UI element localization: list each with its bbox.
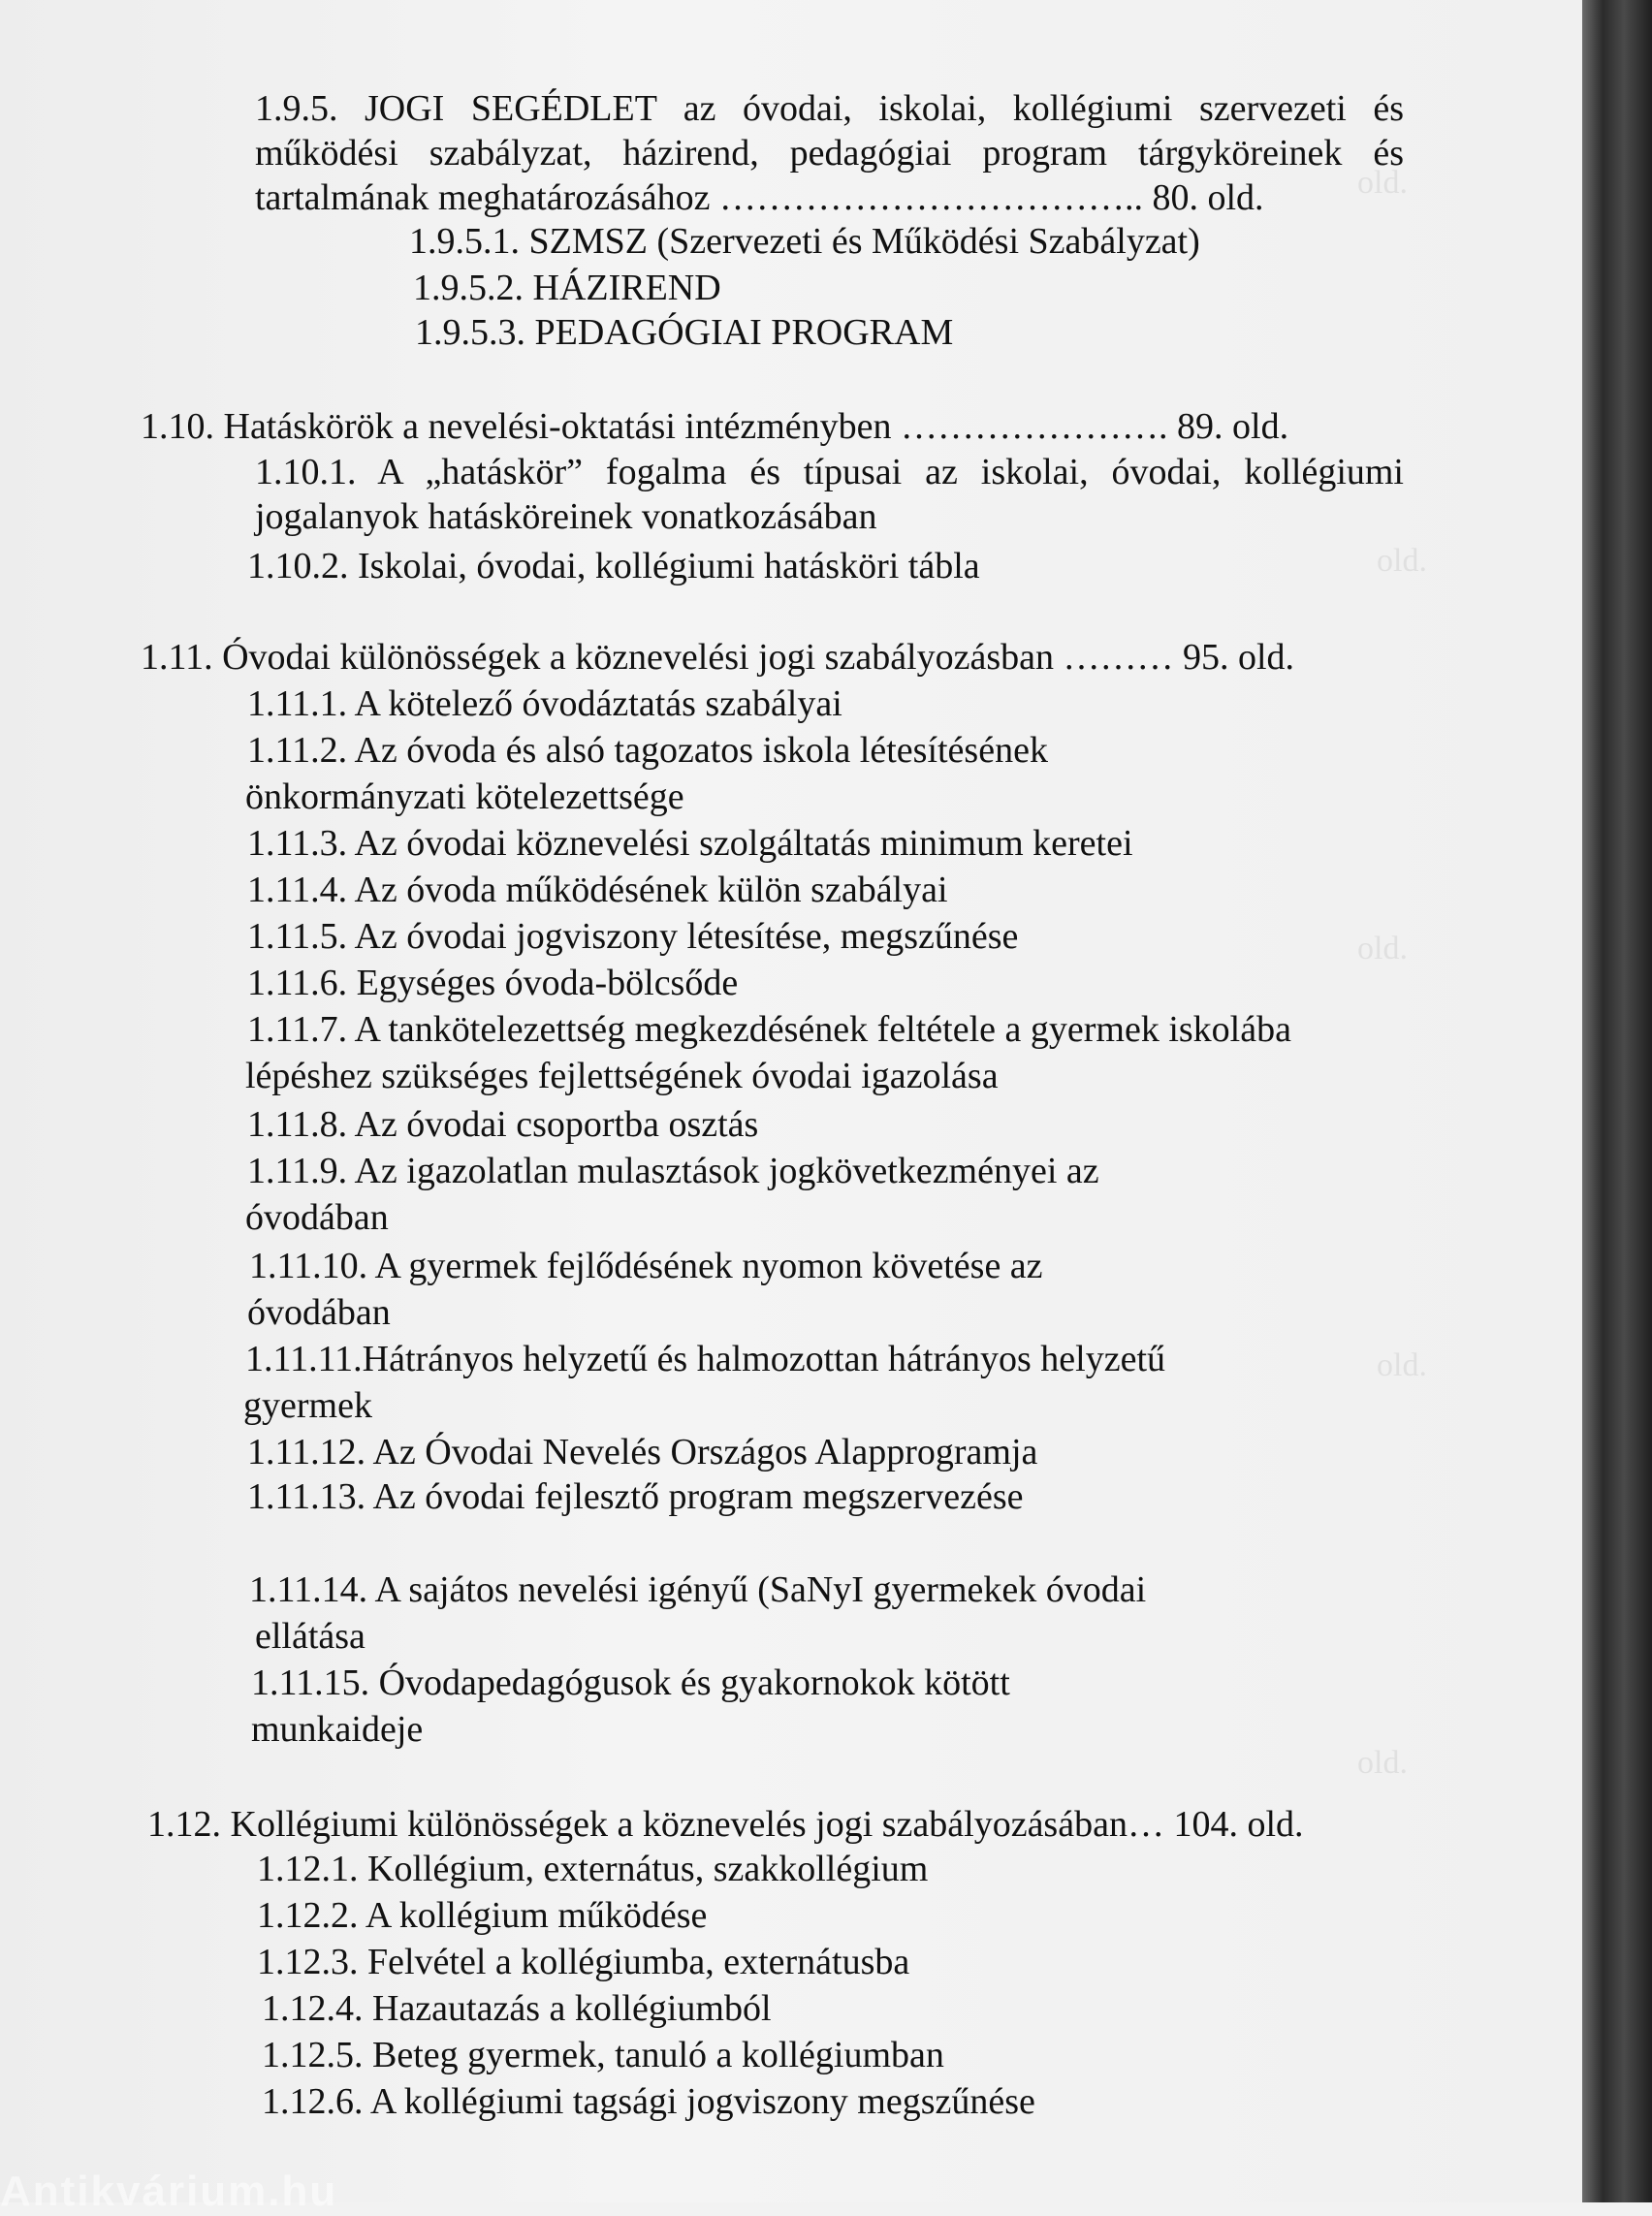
bleed-through-text: old.	[1377, 1347, 1427, 1383]
book-binding-edge	[1582, 0, 1652, 2202]
toc-entry-1-11-1: 1.11.1. A kötelező óvodáztatás szabályai	[247, 683, 842, 724]
toc-entry-1-11-15-line-2: munkaideje	[251, 1709, 424, 1750]
toc-entry-1-11-6: 1.11.6. Egységes óvoda-bölcsőde	[247, 963, 739, 1003]
toc-entry-1-11-3: 1.11.3. Az óvodai köznevelési szolgáltatás minimum keretei	[247, 823, 1133, 864]
toc-entry-1-10-1-line-1: 1.10.1. A „hatáskör” fogalma és típusai az iskolai, óvodai, kollégiumi	[255, 452, 1404, 492]
toc-entry-1-11-12: 1.11.12. Az Óvodai Nevelés Országos Alapprogramja	[247, 1432, 1038, 1472]
toc-entry-1-12-1: 1.12.1. Kollégium, externátus, szakkollégium	[257, 1849, 929, 1889]
toc-entry-1-11-9-line-2: óvodában	[245, 1197, 389, 1238]
toc-entry-1-10-1-line-2: jogalanyok hatásköreinek vonatkozásában	[255, 496, 877, 537]
toc-entry-1-12-5: 1.12.5. Beteg gyermek, tanuló a kollégiumban	[262, 2035, 944, 2075]
bleed-through-text: old.	[1357, 1745, 1408, 1781]
bleed-through-text: old.	[1357, 931, 1408, 966]
toc-entry-1-11-11-line-2: gyermek	[243, 1385, 372, 1426]
toc-entry-1-11-14-line-2: ellátása	[255, 1616, 365, 1657]
toc-entry-1-12-heading: 1.12. Kollégiumi különösségek a köznevelés jogi szabályozásában… 104. old.	[147, 1804, 1304, 1845]
site-watermark: Antikvárium.hu	[0, 2168, 338, 2215]
toc-entry-1-11-14-line-1: 1.11.14. A sajátos nevelési igényű (SaNyI gyermekek óvodai	[249, 1569, 1147, 1610]
toc-entry-1-11-7-line-2: lépéshez szükséges fejlettségének óvodai igazolása	[245, 1056, 999, 1096]
toc-entry-1-11-10-line-2: óvodában	[247, 1292, 391, 1333]
toc-entry-1-11-heading: 1.11. Óvodai különösségek a köznevelési jogi szabályozásban ……… 95. old.	[141, 637, 1295, 678]
toc-entry-1-11-11-line-1: 1.11.11.Hátrányos helyzetű és halmozottan hátrányos helyzetű	[245, 1339, 1165, 1379]
toc-leader-dots: ……………………………..	[718, 177, 1143, 218]
toc-entry-1-10-2: 1.10.2. Iskolai, óvodai, kollégiumi hatásköri tábla	[247, 546, 980, 586]
toc-entry-1-11-8: 1.11.8. Az óvodai csoportba osztás	[247, 1104, 759, 1145]
toc-entry-1-11-5: 1.11.5. Az óvodai jogviszony létesítése, megszűnése	[247, 916, 1019, 957]
toc-entry-1-11-2-line-2: önkormányzati kötelezettsége	[245, 776, 684, 817]
toc-entry-1-12-4: 1.12.4. Hazautazás a kollégiumból	[262, 1988, 772, 2029]
toc-entry-1-9-5-line-1: 1.9.5. JOGI SEGÉDLET az óvodai, iskolai, kollégiumi szervezeti és	[255, 88, 1404, 129]
toc-entry-1-11-13: 1.11.13. Az óvodai fejlesztő program megszervezése	[247, 1476, 1024, 1517]
toc-entry-1-11-9-line-1: 1.11.9. Az igazolatlan mulasztások jogkövetkezményei az	[247, 1151, 1099, 1191]
bleed-through-text: old.	[1377, 543, 1427, 579]
toc-entry-1-9-5-line-3	[255, 176, 1404, 219]
toc-entry-1-11-4: 1.11.4. Az óvoda működésének külön szabályai	[247, 870, 948, 910]
toc-entry-text: tartalmának meghatározásához	[255, 177, 711, 218]
toc-entry-1-9-5-1: 1.9.5.1. SZMSZ (Szervezeti és Működési Szabályzat)	[409, 221, 1200, 262]
toc-entry-1-9-5-3: 1.9.5.3. PEDAGÓGIAI PROGRAM	[415, 312, 954, 353]
toc-entry-1-11-2-line-1: 1.11.2. Az óvoda és alsó tagozatos iskola létesítésének	[247, 730, 1048, 771]
toc-entry-1-10-heading: 1.10. Hatáskörök a nevelési-oktatási intézményben …………………. 89. old.	[141, 406, 1289, 447]
toc-entry-1-11-10-line-1: 1.11.10. A gyermek fejlődésének nyomon követése az	[249, 1246, 1043, 1286]
toc-entry-1-9-5-line-2: működési szabályzat, házirend, pedagógiai program tárgyköreinek és	[255, 133, 1404, 174]
toc-entry-1-12-6: 1.12.6. A kollégiumi tagsági jogviszony megszűnése	[262, 2081, 1035, 2122]
toc-entry-1-9-5-2: 1.9.5.2. HÁZIREND	[413, 268, 721, 308]
toc-entry-1-11-15-line-1: 1.11.15. Óvodapedagógusok és gyakornokok kötött	[251, 1662, 1010, 1703]
toc-entry-1-11-7-line-1: 1.11.7. A tankötelezettség megkezdésének feltétele a gyermek iskolába	[247, 1009, 1291, 1050]
toc-entry-1-12-3: 1.12.3. Felvétel a kollégiumba, externátusba	[257, 1942, 910, 1982]
toc-entry-1-12-2: 1.12.2. A kollégium működése	[257, 1895, 708, 1936]
bleed-through-text: old.	[1357, 165, 1408, 201]
toc-page-number: 80. old.	[1152, 177, 1264, 218]
